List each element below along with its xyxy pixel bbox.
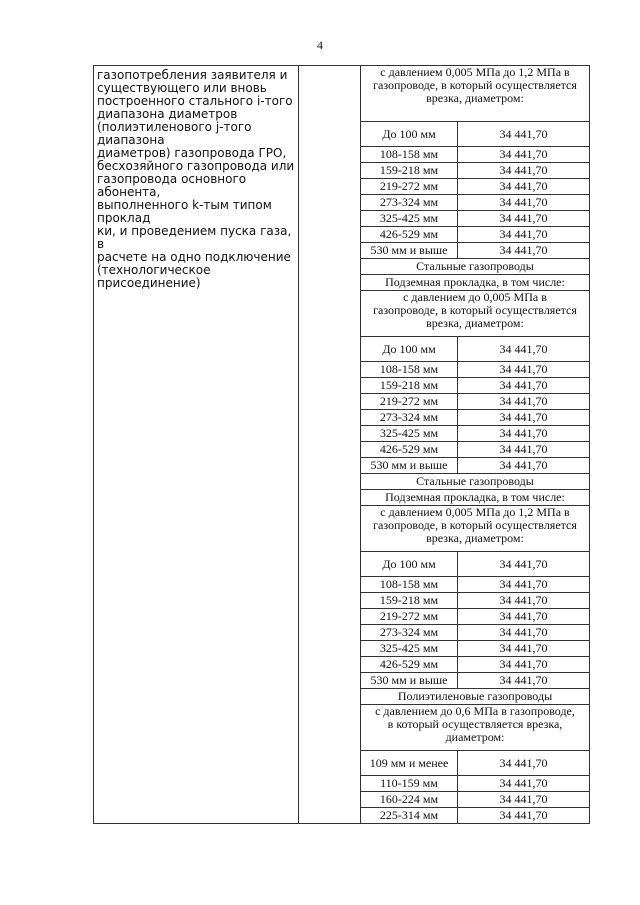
service-description-line: газопотребления заявителя и	[97, 68, 288, 82]
diameter-cell: 273-324 мм	[361, 195, 458, 211]
pressure-header-cell	[361, 705, 590, 751]
price-cell: 34 441,70	[458, 378, 590, 394]
diameter-cell: 225-314 мм	[361, 808, 458, 824]
diameter-cell: 273-324 мм	[361, 625, 458, 641]
pressure-header-cell	[361, 66, 590, 122]
price-cell: 34 441,70	[458, 337, 590, 362]
pressure-header-cell	[361, 291, 590, 337]
price-cell: 34 441,70	[458, 673, 590, 689]
price-cell: 34 441,70	[458, 577, 590, 593]
price-cell: 34 441,70	[458, 243, 590, 259]
service-description-line: газопровода основного абонента,	[97, 172, 247, 199]
service-description-line: построенного стального i-того	[97, 94, 293, 108]
price-cell: 34 441,70	[458, 362, 590, 378]
price-cell: 34 441,70	[458, 751, 590, 776]
price-cell: 34 441,70	[458, 179, 590, 195]
price-cell: 34 441,70	[458, 227, 590, 243]
section-heading-cell	[361, 474, 590, 490]
service-description-line: существующего или вновь	[97, 81, 267, 95]
pressure-header-cell	[361, 506, 590, 552]
diameter-cell: 273-324 мм	[361, 410, 458, 426]
price-cell: 34 441,70	[458, 625, 590, 641]
section-heading-cell	[361, 259, 590, 275]
diameter-cell: 219-272 мм	[361, 179, 458, 195]
service-description-line: диапазона диаметров	[97, 107, 238, 121]
service-description-line: ки, и проведением пуска газа, в	[97, 224, 292, 251]
diameter-cell: 219-272 мм	[361, 609, 458, 625]
service-description-line: (технологическое присоединение)	[97, 263, 211, 290]
header-line: в который осуществляется врезка,	[387, 717, 563, 731]
price-cell: 34 441,70	[458, 657, 590, 673]
header-line: Подземная прокладка, в том числе:	[385, 490, 565, 504]
diameter-cell: 530 мм и выше	[361, 243, 458, 259]
diameter-cell: 530 мм и выше	[361, 458, 458, 474]
diameter-cell: До 100 мм	[361, 552, 458, 577]
header-line: с давлением 0,005 МПа до 1,2 МПа в	[380, 65, 570, 79]
price-cell: 34 441,70	[458, 163, 590, 179]
header-line: Подземная прокладка, в том числе:	[385, 275, 565, 289]
header-line: газопроводе, в который осуществляется	[373, 518, 577, 532]
header-line: диаметром:	[445, 730, 505, 744]
header-line: газопроводе, в который осуществляется	[373, 78, 577, 92]
service-description-line: выполненного k-тым типом	[97, 198, 272, 212]
price-cell: 34 441,70	[458, 195, 590, 211]
header-line: Стальные газопроводы	[416, 474, 534, 488]
header-line: с давлением до 0,005 МПа в	[403, 290, 547, 304]
header-line: с давлением 0,005 МПа до 1,2 МПа в	[380, 505, 570, 519]
header-line: с давлением до 0,6 МПа в газопроводе,	[375, 704, 575, 718]
price-cell: 34 441,70	[458, 776, 590, 792]
header-line: газопроводе, в который осуществляется	[373, 303, 577, 317]
diameter-cell: 160-224 мм	[361, 792, 458, 808]
price-cell: 34 441,70	[458, 609, 590, 625]
diameter-cell: До 100 мм	[361, 337, 458, 362]
header-line: Стальные газопроводы	[416, 259, 534, 273]
diameter-cell: 325-425 мм	[361, 641, 458, 657]
diameter-cell: 159-218 мм	[361, 378, 458, 394]
price-cell: 34 441,70	[458, 394, 590, 410]
diameter-cell: 108-158 мм	[361, 362, 458, 378]
section-heading-cell	[361, 275, 590, 291]
section-heading-cell	[361, 689, 590, 705]
price-cell: 34 441,70	[458, 552, 590, 577]
tariff-table	[93, 65, 590, 824]
diameter-cell: 110-159 мм	[361, 776, 458, 792]
price-cell: 34 441,70	[458, 808, 590, 824]
diameter-cell: 426-529 мм	[361, 227, 458, 243]
diameter-cell: 325-425 мм	[361, 211, 458, 227]
diameter-cell: 109 мм и менее	[361, 751, 458, 776]
table-row	[94, 66, 590, 122]
diameter-cell: 530 мм и выше	[361, 673, 458, 689]
service-description-line: (полиэтиленового j-того диапазона	[97, 120, 252, 147]
header-line: врезка, диаметром:	[426, 91, 524, 105]
diameter-cell: 325-425 мм	[361, 426, 458, 442]
price-cell: 34 441,70	[458, 122, 590, 147]
service-description-line: диаметров) газопровода ГРО,	[97, 146, 287, 160]
header-line: Полиэтиленовые газопроводы	[397, 689, 553, 703]
diameter-cell: 159-218 мм	[361, 163, 458, 179]
service-description-line: расчете на одно подключение	[97, 250, 291, 264]
price-cell: 34 441,70	[458, 792, 590, 808]
header-line: врезка, диаметром:	[426, 316, 524, 330]
service-description-line: бесхозяйного газопровода или	[97, 159, 295, 173]
section-heading-cell	[361, 490, 590, 506]
diameter-cell: 426-529 мм	[361, 442, 458, 458]
header-line: врезка, диаметром:	[426, 531, 524, 545]
price-cell: 34 441,70	[458, 426, 590, 442]
price-cell: 34 441,70	[458, 410, 590, 426]
diameter-cell: 219-272 мм	[361, 394, 458, 410]
price-cell: 34 441,70	[458, 641, 590, 657]
empty-column-cell	[299, 66, 361, 824]
diameter-cell: 108-158 мм	[361, 577, 458, 593]
diameter-cell: До 100 мм	[361, 122, 458, 147]
service-description-line: проклад	[97, 211, 151, 225]
price-cell: 34 441,70	[458, 593, 590, 609]
diameter-cell: 159-218 мм	[361, 593, 458, 609]
tariff-table-body	[94, 66, 590, 824]
price-cell: 34 441,70	[458, 442, 590, 458]
price-cell: 34 441,70	[458, 211, 590, 227]
service-description-cell	[94, 66, 299, 824]
diameter-cell: 108-158 мм	[361, 147, 458, 163]
page-number: 4	[317, 38, 323, 52]
price-cell: 34 441,70	[458, 458, 590, 474]
diameter-cell: 426-529 мм	[361, 657, 458, 673]
price-cell: 34 441,70	[458, 147, 590, 163]
